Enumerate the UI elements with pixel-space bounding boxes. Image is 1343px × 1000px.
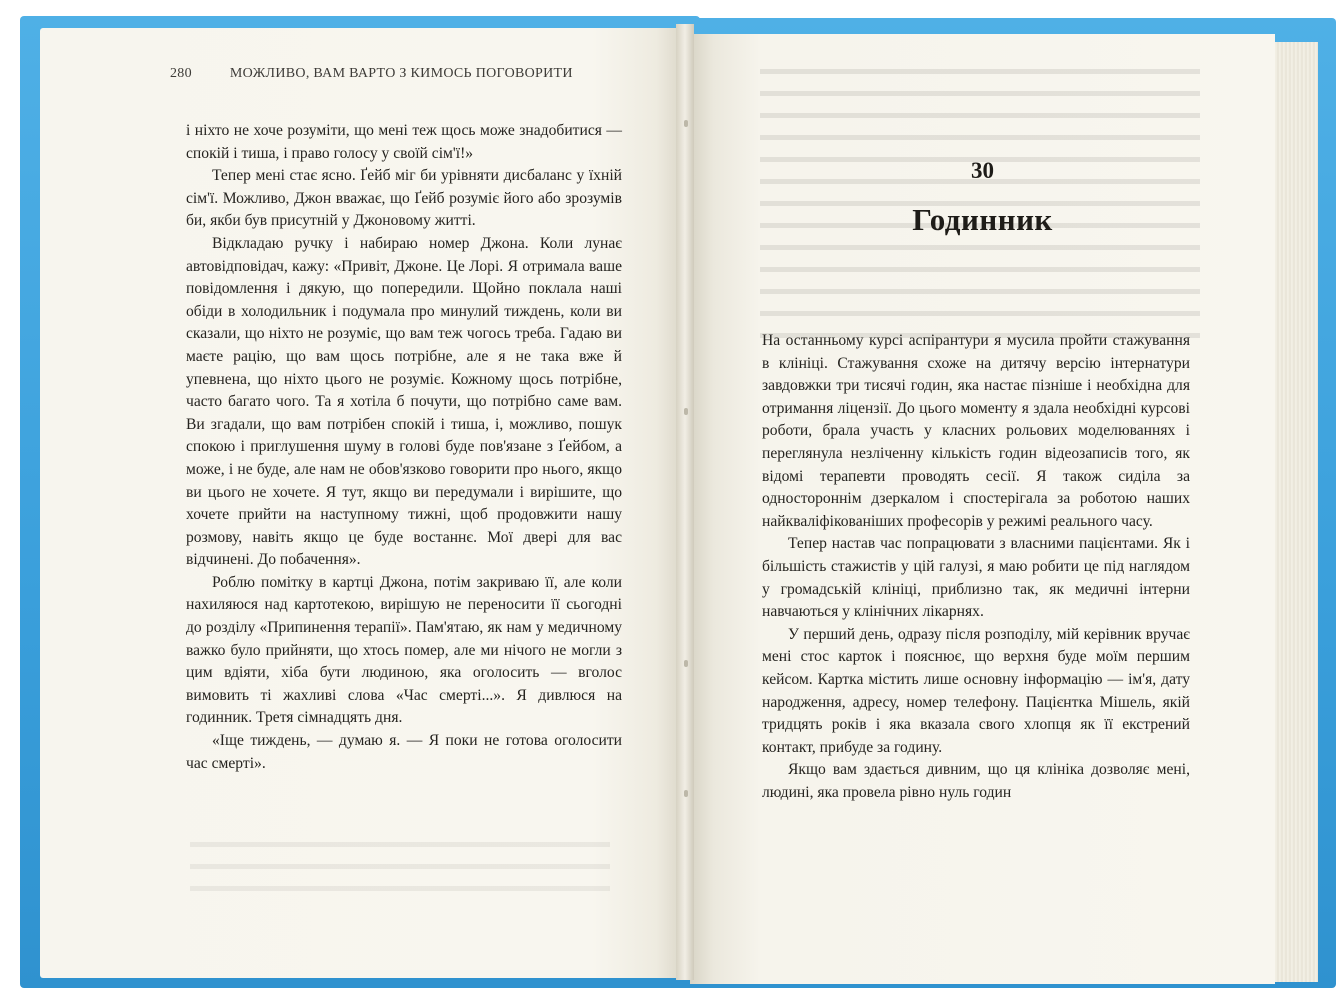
running-head-title: МОЖЛИВО, ВАМ ВАРТО З КИМОСЬ ПОГОВОРИТИ	[229, 66, 573, 81]
binding-stitch	[684, 120, 688, 127]
paragraph: Якщо вам здається дивним, що ця клініка дозволяє мені, людині, яка провела рівно нуль годин	[762, 761, 1190, 801]
paragraph: Відкладаю ручку і набираю номер Джона. Коли лунає автовідповідач, кажу: «Привіт, Джоне. Це Лорі. Я отримала ваше повідомлення і дякую, що попередили. Щойно поклала наші обіди в холодильник і подумала про минулий тиждень, коли ви сказали, що ніхто не розуміє, що вам теж чогось треба. Гадаю ви маєте рацію, що вам щось потрібне, але я не така вже й упевнена, що ніхто цього не розуміє. Кожному щось потрібне, часто багато чого. Та я хотіла б почути, що потрібно саме вам. Ви згадали, що вам потрібен спокій і тиша, і, можливо, пошук спокою і приглушення шуму в голові буде пов'язане з Ґейбом, а може, і не буде, але нам не обов'язково говорити про нього, якщо ви цього не хочете. Я тут, якщо ви передумали і вирішите, що хочете прийти на наступному тижні, щоб продовжити нашу розмову, навіть якщо це буде востаннє. Мої двері для вас відчинені. До побачення».	[186, 234, 622, 569]
show-through-text	[190, 834, 610, 900]
paragraph: Роблю помітку в картці Джона, потім закриваю її, але коли нахиляюся над картотекою, вирішую не переносити її сьогодні до розділу «Припинення терапії». Пам'ятаю, як нам у медичному важко було прийняти, що хтось помер, але ми нічого не могли з цим вдіяти, хіба бути людиною, яка оголосить — вголос вимовить ті жахливі слова «Час смерті...». Я дивлюся на годинник. Третя сімнадцять дня.	[186, 573, 622, 727]
running-head	[170, 66, 590, 82]
paragraph: Тепер мені стає ясно. Ґейб міг би урівняти дисбаланс у їхній сім'ї. Можливо, Джон вважає, що Ґейб розуміє його або зрозумів би, якби був присутній у Джоновому житті.	[186, 167, 622, 230]
right-page-text	[762, 330, 1190, 804]
show-through-text	[760, 60, 1200, 340]
paragraph: На останньому курсі аспірантури я мусила пройти стажування в клініці. Стажування схоже на дитячу версію інтернатури завдовжки три тисячі годин, яка настає пізніше і необхідна для отримання ліцензії. До цього моменту я здала необхідні курсові роботи, брала участь у класних рольових моделюваннях і переглянула незліченну кількість годин відеозаписів того, як відомі терапевти проводять сесії. Я також сиділа за одностороннім дзеркалом і спостерігала за роботою наших найкваліфікованіших професорів у режимі реального часу.	[762, 332, 1190, 530]
chapter-number: 30	[971, 158, 994, 183]
paragraph: У перший день, одразу після розподілу, мій керівник вручає мені стос карток і пояснює, що верхня буде моїм першим кейсом. Картка містить лише основну інформацію — ім'я, дату народження, адресу, номер телефону. Пацієнтка Мішель, якій тридцять років і яка вказала свого хлопця як її екстрений контакт, прибуде за годину.	[762, 625, 1190, 756]
left-page-text	[186, 120, 622, 775]
binding-stitch	[684, 660, 688, 667]
chapter-title: Годинник	[912, 202, 1053, 237]
page-number: 280	[170, 66, 192, 81]
page-edges	[1272, 42, 1318, 982]
paragraph: і ніхто не хоче розуміти, що мені теж щось може знадобитися — спокій і тиша, і право голосу у своїй сім'ї!»	[186, 122, 622, 162]
paragraph: «Іще тиждень, — думаю я. — Я поки не готова оголосити час смерті».	[186, 732, 622, 772]
binding-stitch	[684, 790, 688, 797]
paragraph: Тепер настав час попрацювати з власними пацієнтами. Як і більшість стажистів у цій галузі, я маю робити це під наглядом у громадській клініці, приблизно так, як медичні інтерни навчаються у клінічних лікарнях.	[762, 535, 1190, 621]
binding-stitch	[684, 408, 688, 415]
